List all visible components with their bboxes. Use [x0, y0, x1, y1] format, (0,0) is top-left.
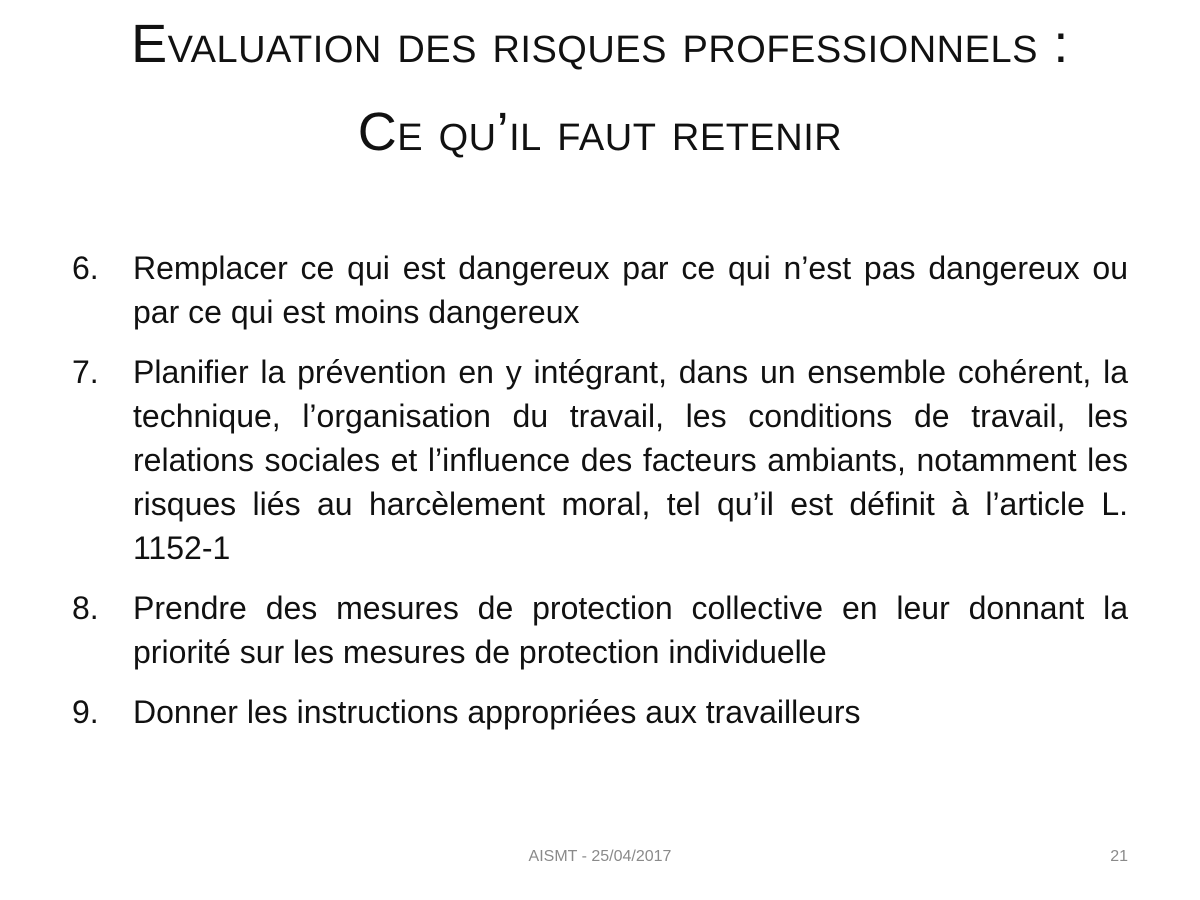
- list-item-text: Planifier la prévention en y intégrant, dans un ensemble cohérent, la technique, l’organisation du travail, les conditions de travail, les relations sociales et l’influence des facteurs ambiants, notamment les risques liés au harcèlement moral, tel qu’il est définit à l’article L. 1152-1: [133, 354, 1128, 566]
- list-item-text: Prendre des mesures de protection collective en leur donnant la priorité sur les mesures de protection individuelle: [133, 590, 1128, 670]
- page-number: 21: [1110, 848, 1128, 865]
- slide-title-line-2: Ce qu’il faut retenir: [357, 102, 843, 162]
- slide-title-line-1: Evaluation des risques professionnels :: [131, 14, 1069, 74]
- list-item-number: 8.: [72, 590, 99, 626]
- footer-text: AISMT - 25/04/2017: [528, 848, 672, 865]
- list-item-number: 6.: [72, 250, 99, 286]
- list-item-text: Donner les instructions appropriées aux travailleurs: [133, 694, 861, 730]
- list-item: [72, 246, 1128, 334]
- numbered-list: [72, 246, 1128, 750]
- slide-title: [0, 0, 1200, 176]
- list-item-text: Remplacer ce qui est dangereux par ce qui n’est pas dangereux ou par ce qui est moins dangereux: [133, 250, 1128, 330]
- list-item-number: 7.: [72, 354, 99, 390]
- list-item: [72, 690, 1128, 734]
- list-item-number: 9.: [72, 694, 99, 730]
- list-item: [72, 586, 1128, 674]
- list-item: [72, 350, 1128, 570]
